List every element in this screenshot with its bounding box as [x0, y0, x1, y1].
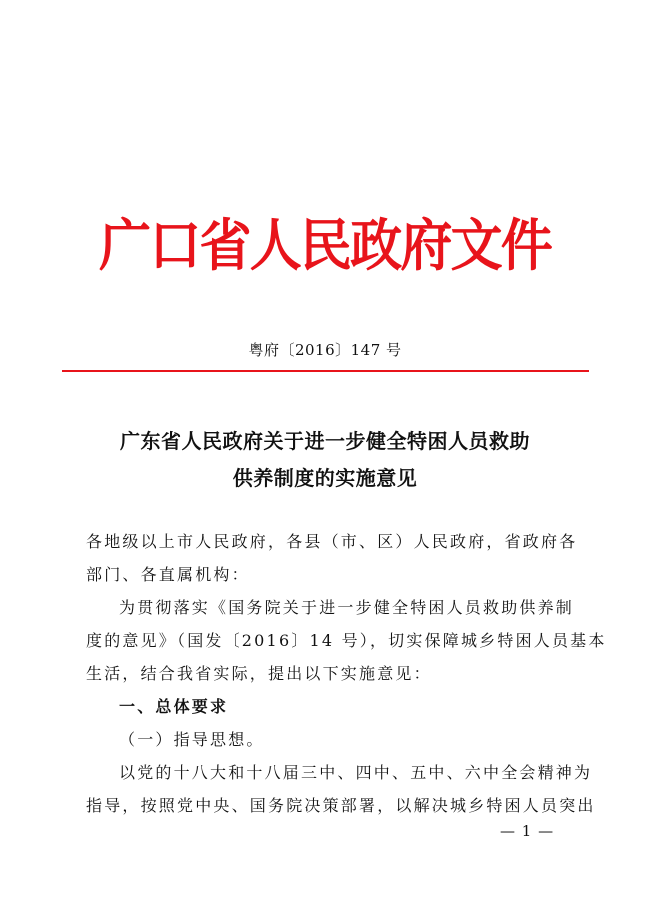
- subsection-1-heading: （一）指导思想。: [119, 730, 265, 749]
- paragraph-1-line-2: 度的意见》（国发〔2016〕14 号），切实保障城乡特困人员基本: [86, 631, 607, 650]
- red-divider-line: [62, 370, 589, 372]
- masthead-title: 广口省人民政府文件: [99, 214, 551, 279]
- paragraph-1-line-3: 生活，结合我省实际，提出以下实施意见：: [86, 664, 432, 683]
- section-1-heading: 一、总体要求: [119, 697, 229, 716]
- document-body: [86, 525, 607, 822]
- paragraph-1-line-1: 为贯彻落实《国务院关于进一步健全特困人员救助供养制: [119, 598, 575, 617]
- document-title: [60, 423, 590, 497]
- document-title-line-2: 供养制度的实施意见: [232, 466, 418, 490]
- paragraph-2-line-2: 指导，按照党中央、国务院决策部署，以解决城乡特困人员突出: [86, 796, 596, 815]
- addressee-line-1: 各地级以上市人民政府，各县（市、区）人民政府，省政府各: [86, 532, 578, 551]
- page-number: — 1 —: [500, 822, 555, 840]
- document-title-line-1: 广东省人民政府关于进一步健全特困人员救助: [120, 429, 530, 453]
- document-number: 粤府〔2016〕147 号: [248, 341, 402, 359]
- addressee-line-2: 部门、各直属机构：: [86, 565, 250, 584]
- paragraph-2-line-1: 以党的十八大和十八届三中、四中、五中、六中全会精神为: [119, 763, 593, 782]
